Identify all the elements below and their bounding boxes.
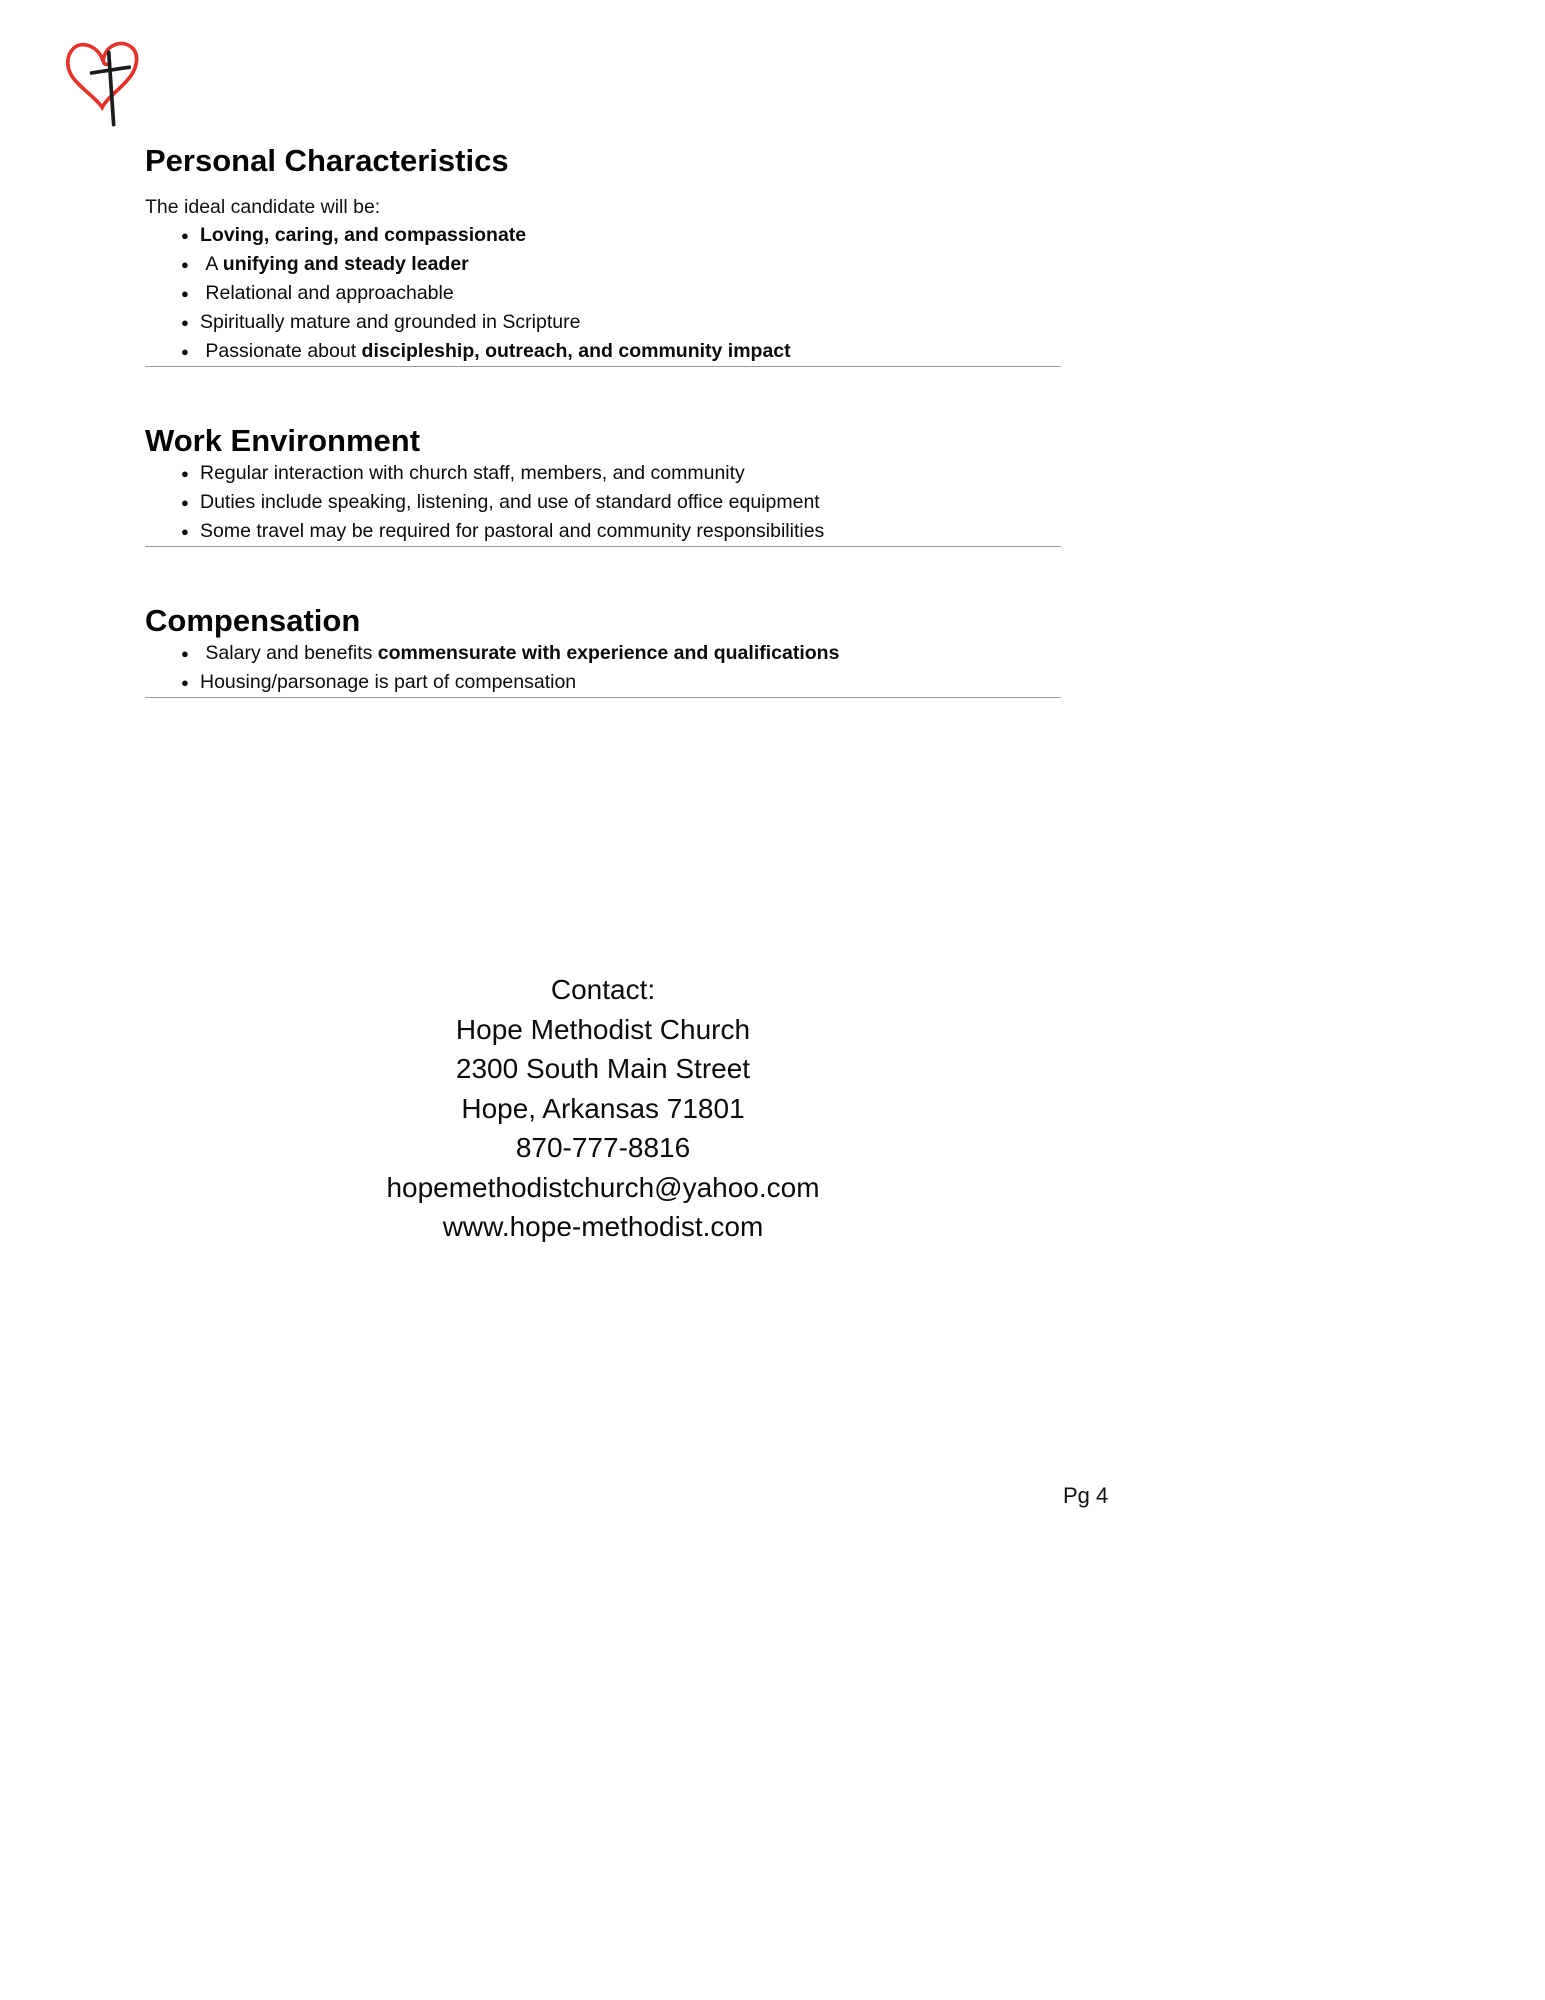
contact-line: 870-777-8816 (515, 1132, 691, 1163)
contact-line: hopemethodistchurch@yahoo.com (386, 1171, 820, 1203)
bullet-item: ● Some travel may be required for pastoral and community responsibilities (200, 517, 1061, 546)
contact-line: 2300 South Main Street (455, 1053, 751, 1084)
section-divider (145, 546, 1061, 547)
page-number: Pg 4 (1063, 1483, 1109, 1508)
section-title-personal-characteristics: Personal Characteristics (145, 143, 509, 178)
section-divider (145, 366, 1061, 367)
section-intro: The ideal candidate will be: (145, 196, 381, 218)
section-personal-characteristics (145, 142, 1061, 366)
bullet-item: ● Spiritually mature and grounded in Scripture (200, 308, 1061, 337)
bullet-item: ● Salary and benefits commensurate with experience and qualifications (200, 639, 1061, 668)
heart-cross-icon (62, 36, 144, 128)
bullet-item: ● Loving, caring, and compassionate (200, 221, 1061, 250)
bullet-item: ● Passionate about discipleship, outreach, and community impact (200, 337, 1061, 366)
contact-line: www.hope-methodist.com (442, 1211, 764, 1242)
section-title-compensation: Compensation (145, 603, 361, 638)
contact-line: Hope Methodist Church (455, 1013, 751, 1045)
bullet-item: ● Relational and approachable (200, 279, 1061, 308)
bullet-list-work-environment (145, 459, 1061, 546)
contact-line: Hope, Arkansas 71801 (461, 1092, 745, 1124)
contact-block (145, 970, 1061, 1247)
content-column (145, 142, 1061, 1247)
section-divider (145, 697, 1061, 698)
bullet-item: ● Regular interaction with church staff, members, and community (200, 459, 1061, 488)
section-work-environment (145, 422, 1061, 546)
contact-line: Contact: (550, 974, 656, 1005)
bullet-item: ● Duties include speaking, listening, and use of standard office equipment (200, 488, 1061, 517)
bullet-list-compensation (145, 639, 1061, 697)
bullet-item: ● Housing/parsonage is part of compensation (200, 668, 1061, 697)
bullet-item: ● A unifying and steady leader (200, 250, 1061, 279)
section-title-work-environment: Work Environment (145, 423, 421, 458)
section-compensation (145, 602, 1061, 697)
bullet-list-personal-characteristics (145, 221, 1061, 366)
